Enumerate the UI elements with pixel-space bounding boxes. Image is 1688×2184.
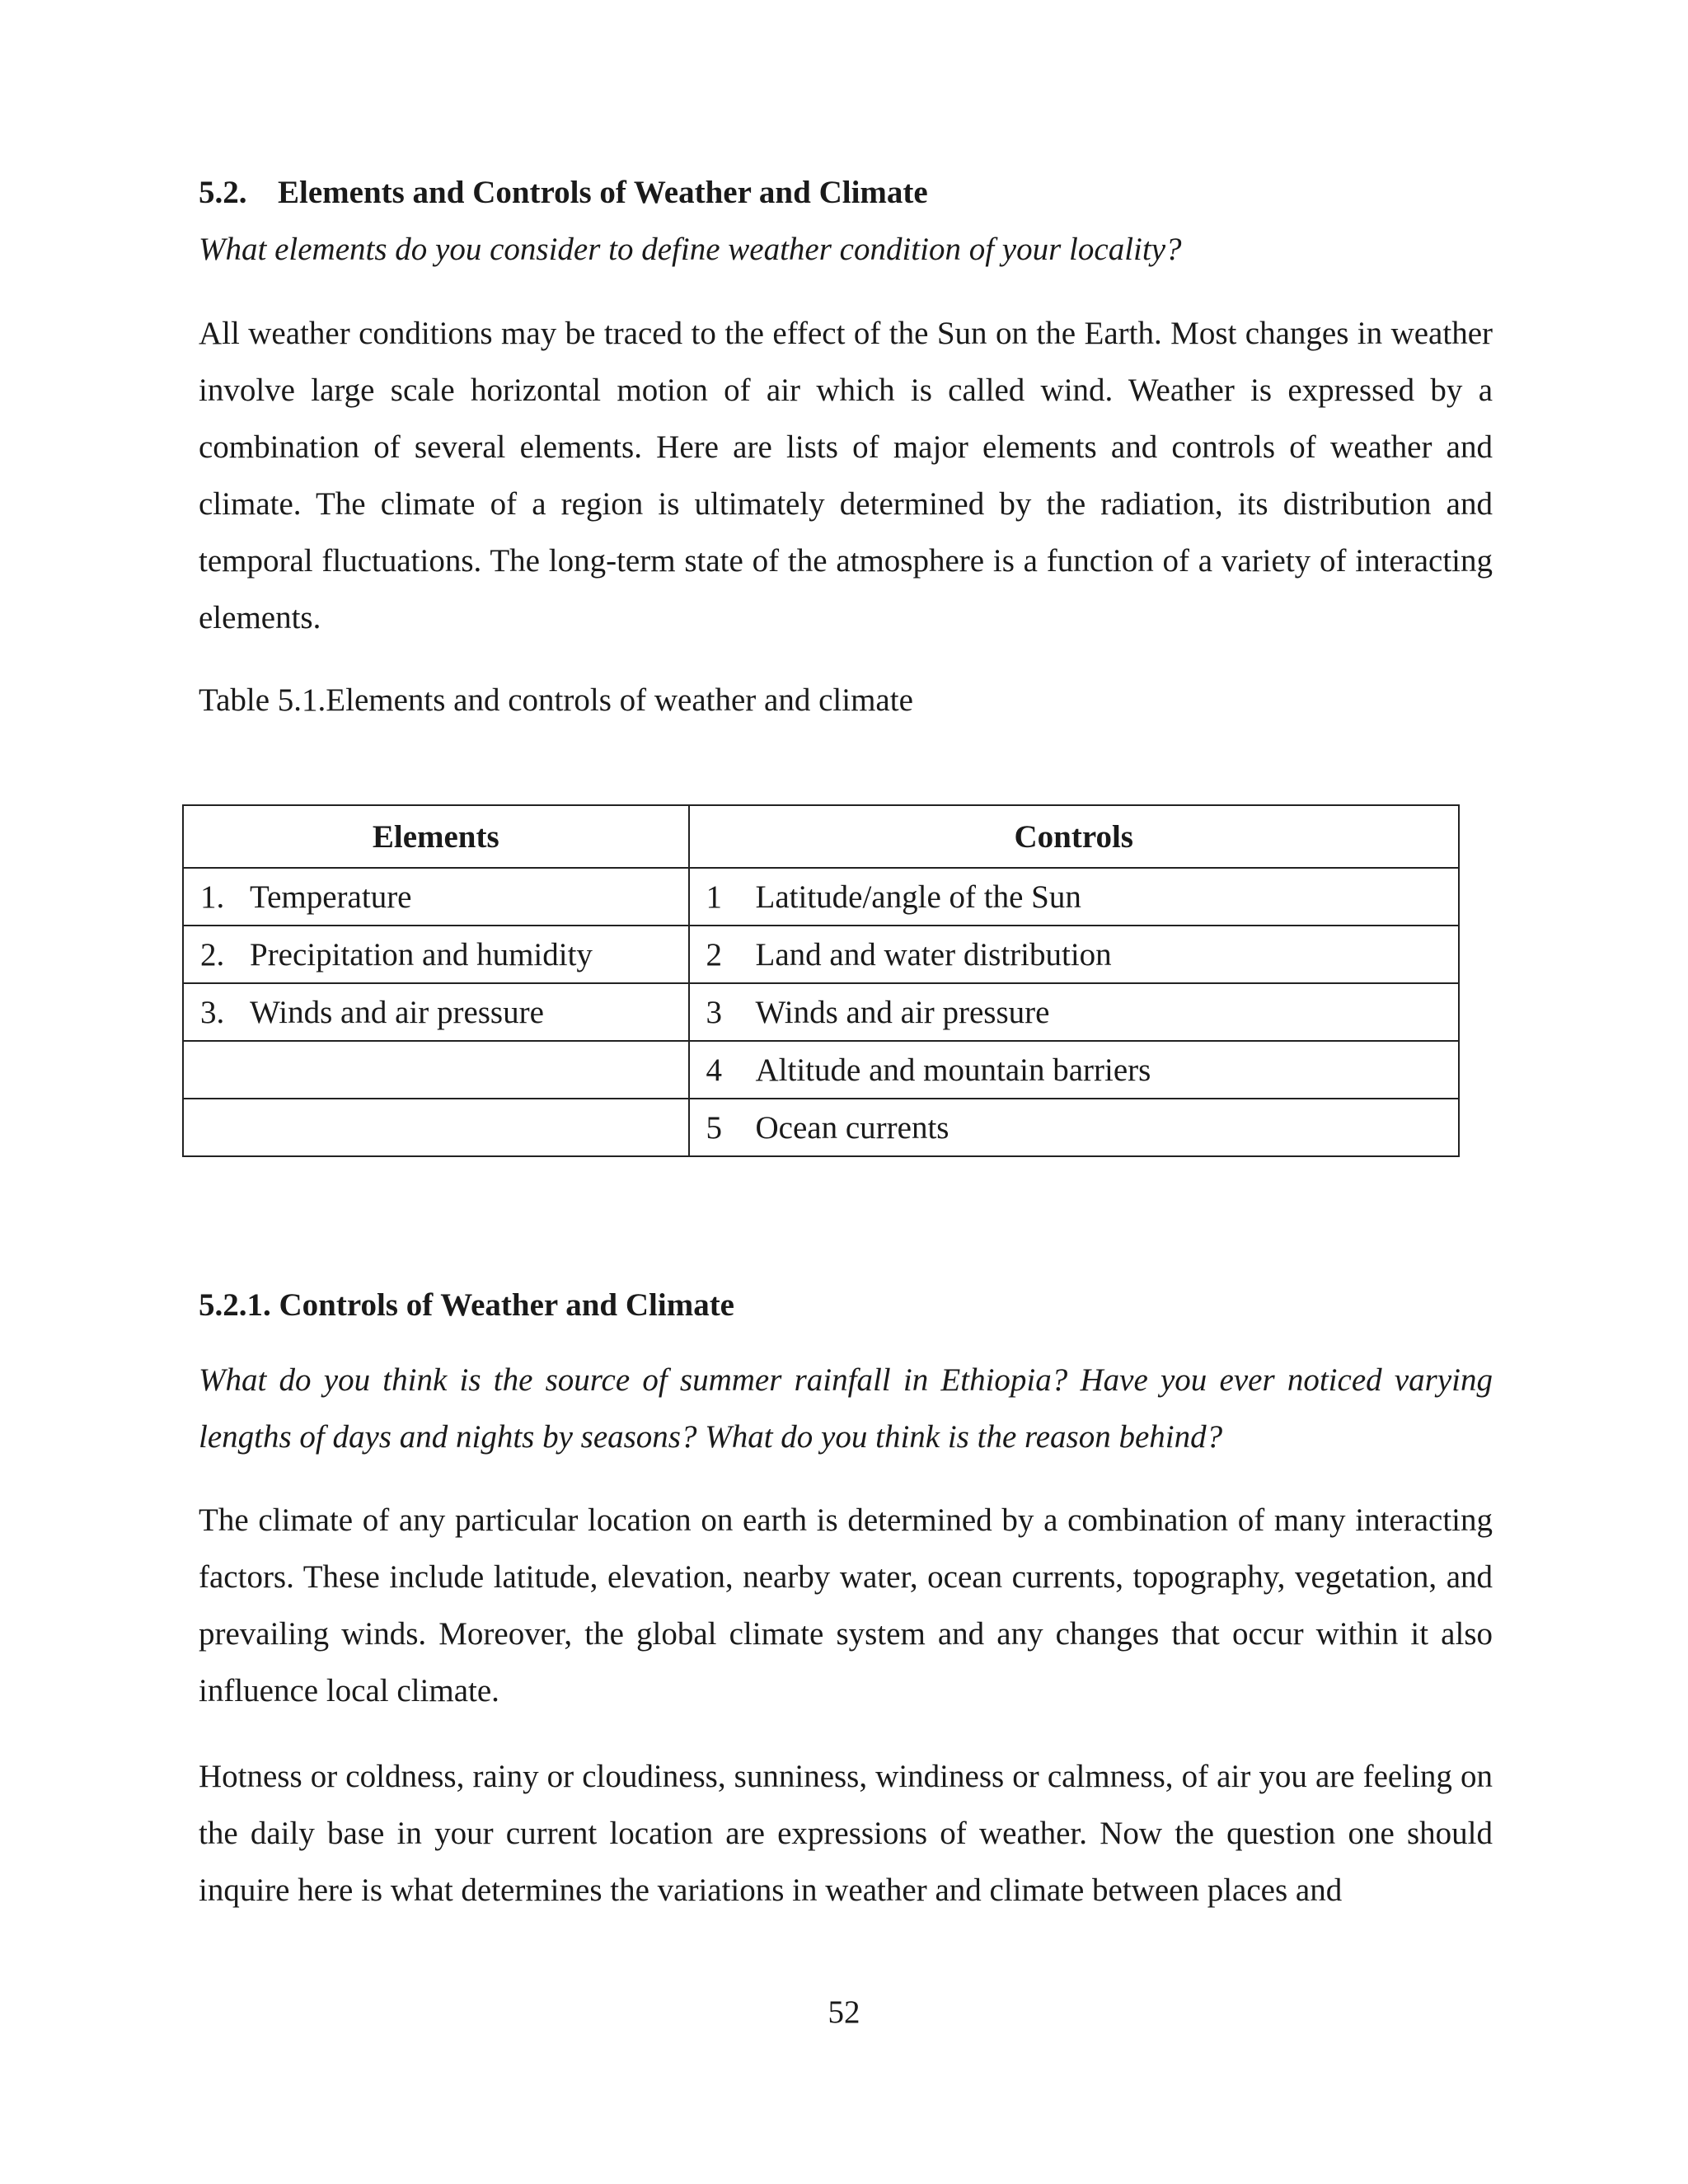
section-question: What elements do you consider to define weather condition of your locality?: [199, 232, 1182, 267]
header-elements: Elements: [183, 805, 689, 868]
table-caption: Table 5.1.Elements and controls of weather and climate: [199, 682, 913, 718]
section-heading: [199, 173, 928, 213]
table-row: [183, 868, 1459, 926]
element-cell: [183, 1099, 689, 1156]
table-header-row: [183, 805, 1459, 868]
control-cell: [689, 1099, 1459, 1156]
control-number: 1: [706, 879, 723, 915]
element-cell: [183, 926, 689, 983]
table-row: [183, 983, 1459, 1041]
subsection-paragraph-2: Hotness or coldness, rainy or cloudiness, sunniness, windiness or calmness, of air you are feeling on the daily base in your current location are expressions of weather. Now the question one should inquire here is what determines the variations in weather and climate between places and: [199, 1759, 1493, 1908]
section-number: 5.2.: [199, 175, 247, 210]
control-cell: [689, 1041, 1459, 1099]
element-cell: [183, 983, 689, 1041]
control-text: Ocean currents: [755, 1109, 950, 1146]
control-cell: [689, 868, 1459, 926]
control-text: Land and water distribution: [755, 936, 1112, 972]
control-cell: [689, 926, 1459, 983]
control-text: Altitude and mountain barriers: [755, 1052, 1151, 1088]
element-text: Precipitation and humidity: [250, 936, 593, 972]
element-number: 3.: [200, 994, 225, 1030]
table-row: [183, 1041, 1459, 1099]
subsection-paragraph-1: The climate of any particular location on earth is determined by a combination of many interacting factors. These include latitude, elevation, nearby water, ocean currents, topography, vegetation, and prevailing winds. Moreover, the global climate system and any changes that occur within it also influence local climate.: [199, 1502, 1493, 1708]
page-number: 52: [828, 1994, 860, 2030]
control-number: 4: [706, 1052, 723, 1088]
element-cell: [183, 1041, 689, 1099]
element-number: 2.: [200, 936, 225, 972]
element-number: 1.: [200, 879, 225, 915]
subsection-question: What do you think is the source of summer rainfall in Ethiopia? Have you ever noticed varying lengths of days and nights by seasons? What do you think is the reason behind?: [199, 1362, 1493, 1455]
control-number: 5: [706, 1109, 723, 1146]
control-cell: [689, 983, 1459, 1041]
table-row: [183, 926, 1459, 983]
section-paragraph: All weather conditions may be traced to the effect of the Sun on the Earth. Most changes in weather involve large scale horizontal motion of air which is called wind. Weather is expressed by a combination of several elements. Here are lists of major elements and controls of weather and climate. The climate of a region is ultimately determined by the radiation, its distribution and temporal fluctuations. The long-term state of the atmosphere is a function of a variety of interacting elements.: [199, 316, 1493, 635]
table-row: [183, 1099, 1459, 1156]
element-cell: [183, 868, 689, 926]
section-title: Elements and Controls of Weather and Climate: [278, 175, 928, 210]
control-text: Latitude/angle of the Sun: [755, 879, 1081, 915]
elements-controls-table: [182, 804, 1460, 1157]
control-number: 3: [706, 994, 723, 1030]
control-number: 2: [706, 936, 723, 972]
header-controls: Controls: [689, 805, 1459, 868]
control-text: Winds and air pressure: [755, 994, 1050, 1030]
subsection-heading: 5.2.1. Controls of Weather and Climate: [199, 1287, 734, 1323]
element-text: Winds and air pressure: [250, 994, 544, 1030]
element-text: Temperature: [250, 879, 412, 915]
